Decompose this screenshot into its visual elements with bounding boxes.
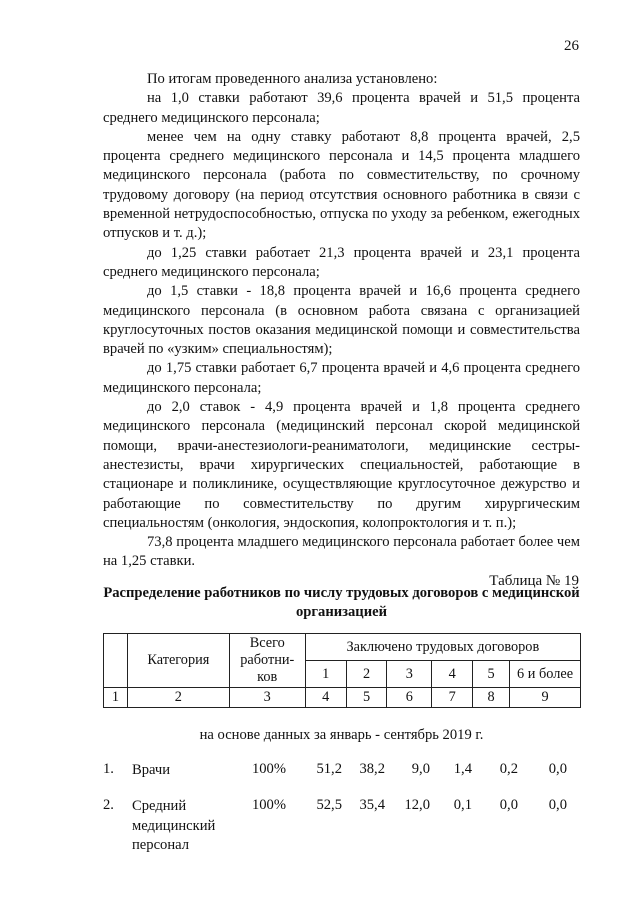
paragraph: на 1,0 ставки работают 39,6 процента врачей и 51,5 процента среднего медицинского персонала; [103, 90, 580, 126]
row-value: 35,4 [359, 797, 385, 813]
index-cell: 5 [346, 688, 387, 708]
row-number: 1. [103, 761, 114, 777]
header-col: 2 [346, 661, 387, 688]
row-value: 51,2 [316, 761, 342, 777]
row-value: 0,0 [548, 761, 567, 777]
index-cell: 4 [305, 688, 346, 708]
paragraph: до 2,0 ставок - 4,9 процента врачей и 1,8 процента среднего медицинского персонала (медицинский персонал скорой медицинской помощи, врачи-анестезиологи-реаниматологи, медицинские сестры-анестезисты, врачи хирургических специальностей, работающие в стационаре и поликлинике, осуществляющие круглосуточное дежурство и работающие по совместительству по другим хирургическим специальностям (онкология, эндоскопия, колопроктология и т. п.); [103, 399, 580, 531]
table-label: Таблица № 19 [489, 573, 579, 589]
header-category: Категория [127, 634, 229, 688]
index-cell: 6 [387, 688, 432, 708]
row-category: Врачи [132, 762, 171, 778]
row-value: 0,0 [548, 797, 567, 813]
row-value: 12,0 [404, 797, 430, 813]
row-value: 0,0 [499, 797, 518, 813]
row-total: 100% [251, 761, 286, 777]
row-number: 2. [103, 797, 114, 813]
index-cell: 7 [432, 688, 473, 708]
header-contracts: Заключено трудовых договоров [305, 634, 580, 661]
header-col: 4 [432, 661, 473, 688]
index-cell: 2 [127, 688, 229, 708]
page-number: 26 [564, 38, 579, 54]
analysis-text [103, 70, 580, 572]
row-value: 0,1 [453, 797, 472, 813]
paragraph: менее чем на одну ставку работают 8,8 процента врачей, 2,5 процента среднего медицинского персонала и 14,5 процента младшего медицинского персонала (работа по совместительству, по срочному трудовому договору (на период отсутствия основного работника в связи с временной нетрудоспособностью, отпуска по уходу за ребенком, ежегодных отпусков и т. д.); [103, 128, 580, 242]
paragraph: до 1,5 ставки - 18,8 процента врачей и 16,6 процента среднего медицинского персонала (в основном работа связана с организацией круглосуточных постов оказания медицинской помощи и совместительства врачей по «узким» специальностям); [103, 283, 580, 358]
header-col: 5 [473, 661, 510, 688]
header-col: 1 [305, 661, 346, 688]
paragraph: По итогам проведенного анализа установлено: [147, 71, 438, 87]
header-total: Всего работни-ков [229, 634, 305, 688]
index-cell: 1 [104, 688, 128, 708]
row-value: 0,2 [499, 761, 518, 777]
header-num-cell [104, 634, 128, 688]
row-total: 100% [251, 797, 286, 813]
index-cell: 8 [473, 688, 510, 708]
paragraph: до 1,75 ставки работает 6,7 процента врачей и 4,6 процента среднего медицинского персонала; [103, 360, 580, 396]
row-value: 38,2 [359, 761, 385, 777]
paragraph: 73,8 процента младшего медицинского персонала работает более чем на 1,25 ставки. [103, 534, 580, 570]
header-col: 3 [387, 661, 432, 688]
row-category: Средний медицинский персонал [132, 798, 216, 853]
header-col: 6 и более [510, 661, 581, 688]
row-value: 1,4 [453, 761, 472, 777]
row-value: 9,0 [411, 761, 430, 777]
index-cell: 3 [229, 688, 305, 708]
paragraph: до 1,25 ставки работает 21,3 процента врачей и 23,1 процента среднего медицинского персонала; [103, 244, 580, 280]
distribution-table-header [103, 633, 581, 708]
row-value: 52,5 [316, 797, 342, 813]
index-cell: 9 [510, 688, 581, 708]
data-period-note: на основе данных за январь - сентябрь 2019 г. [199, 727, 484, 743]
table-title: Распределение работников по числу трудовых договоров с медицинской организацией [103, 585, 580, 620]
